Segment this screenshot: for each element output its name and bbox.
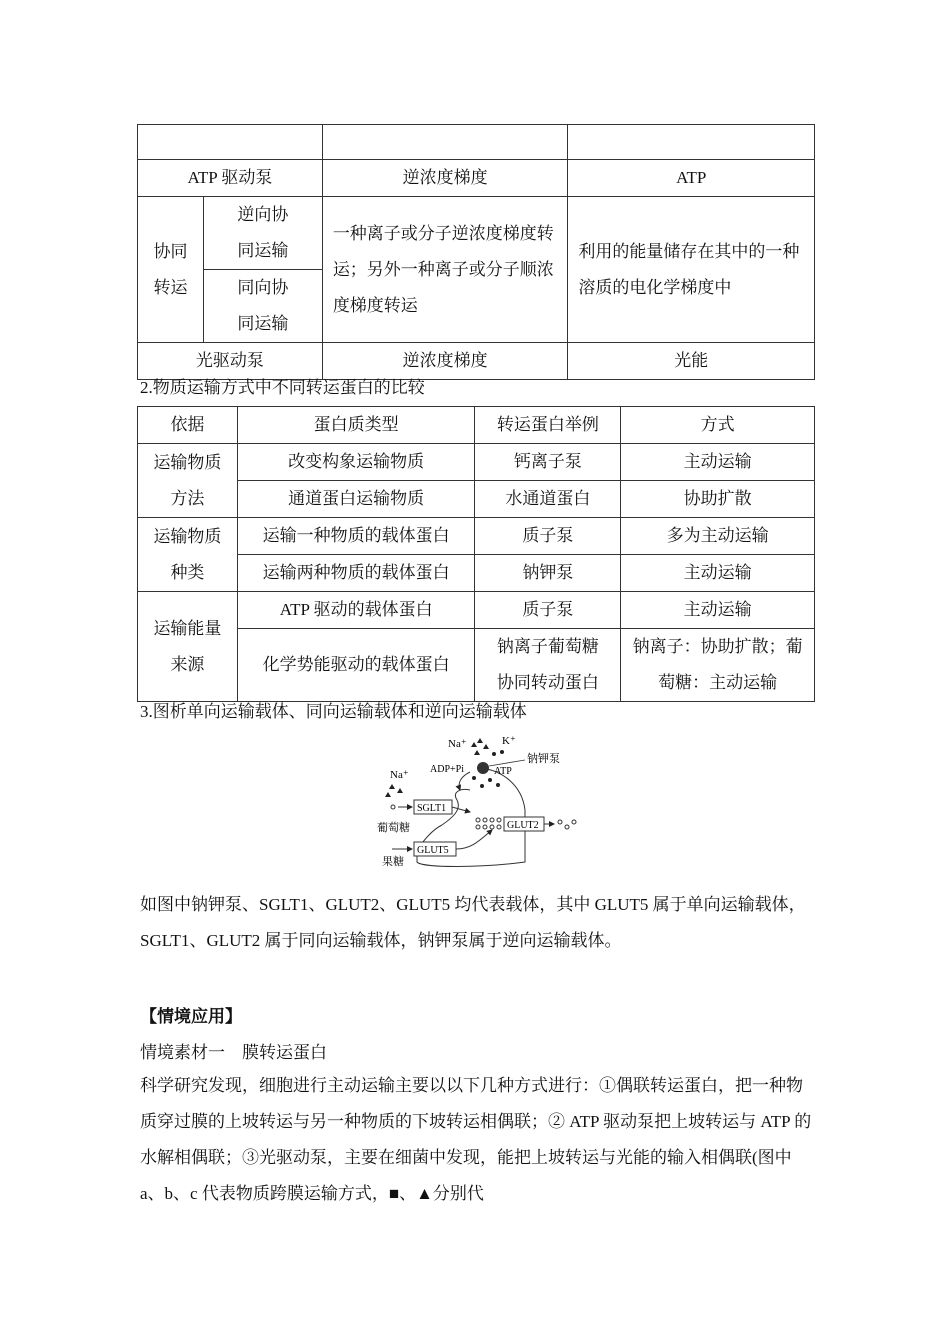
table-cell: 运输两种物质的载体蛋白	[237, 555, 475, 592]
section-heading: 3.图析单向运输载体、同向运输载体和逆向运输载体	[140, 702, 527, 721]
table-cell	[568, 125, 815, 160]
fructose-label: 果糖	[382, 856, 404, 868]
table-row	[138, 444, 815, 481]
table-cell: ATP	[568, 160, 815, 197]
table-cell: 逆浓度梯度	[322, 160, 568, 197]
table-cell: 运输物质种类	[138, 518, 238, 592]
adp-label: ADP+Pi	[430, 764, 464, 775]
atp-label: ATP	[494, 766, 512, 777]
scenario-paragraph	[140, 1068, 815, 1212]
pump-label: 钠钾泵	[527, 753, 560, 765]
table-cell: 协助扩散	[621, 481, 815, 518]
table-cell: 同向协同运输	[203, 270, 322, 343]
table-cell: 多为主动运输	[621, 518, 815, 555]
table-cell: 光驱动泵	[138, 343, 323, 380]
material-title: 情境素材一 膜转运蛋白	[140, 1043, 327, 1062]
table-row	[138, 160, 815, 197]
table-cell	[322, 125, 568, 160]
column-header: 转运蛋白举例	[475, 407, 621, 444]
table-cell: 钠离子葡萄糖协同转动蛋白	[475, 629, 621, 702]
sglt1-label: SGLT1	[417, 803, 447, 814]
glut5-out-arrow	[456, 830, 492, 849]
transport-carrier-diagram	[362, 730, 582, 880]
table-cell: 钠离子：协助扩散；葡萄糖：主动运输	[621, 629, 815, 702]
table-cell: 主动运输	[621, 444, 815, 481]
column-header: 依据	[138, 407, 238, 444]
table-cell: 运输物质方法	[138, 444, 238, 518]
column-header: 蛋白质类型	[237, 407, 475, 444]
table-cell: 钙离子泵	[475, 444, 621, 481]
paragraph-text: 如图中钠钾泵、SGLT1、GLUT2、GLUT5 均代表载体，其中 GLUT5 属于单向运输载体，SGLT1、GLUT2 属于同向运输载体，钠钾泵属于逆向运输载体。	[140, 895, 806, 950]
glucose-label: 葡萄糖	[377, 822, 410, 834]
table-cell: 运输一种物质的载体蛋白	[237, 518, 475, 555]
table-row	[138, 125, 815, 160]
table-cell: 运输能量来源	[138, 592, 238, 702]
glucose-out	[558, 820, 576, 829]
section-title: 【情境应用】	[140, 1007, 242, 1026]
table-row	[138, 481, 815, 518]
sglt1-out-arrow	[452, 807, 470, 812]
table-cell: 主动运输	[621, 592, 815, 629]
table-cell: 水通道蛋白	[475, 481, 621, 518]
pump-core-icon	[477, 762, 489, 774]
table-cell: 一种离子或分子逆浓度梯度转运；另外一种离子或分子顺浓度梯度转运	[322, 197, 568, 343]
na-top-label: Na⁺	[448, 738, 467, 750]
table-cell: 逆向协同运输	[203, 197, 322, 270]
table-cell: 钠钾泵	[475, 555, 621, 592]
table-cell	[138, 125, 323, 160]
table-row	[138, 629, 815, 702]
column-header: 方式	[621, 407, 815, 444]
table-cell: ATP 驱动的载体蛋白	[237, 592, 475, 629]
table-row	[138, 197, 815, 270]
table-cell: 利用的能量储存在其中的一种溶质的电化学梯度中	[568, 197, 815, 343]
table-cell: ATP 驱动泵	[138, 160, 323, 197]
glut2-label: GLUT2	[507, 820, 539, 831]
table-cell: 协同转运	[138, 197, 204, 343]
table-cell: 逆浓度梯度	[322, 343, 568, 380]
table-row	[138, 518, 815, 555]
table-cell: 主动运输	[621, 555, 815, 592]
table-cell: 光能	[568, 343, 815, 380]
table-cell: 通道蛋白运输物质	[237, 481, 475, 518]
na-left-label: Na⁺	[390, 769, 409, 781]
table-header-row	[138, 407, 815, 444]
transport-pump-table	[137, 124, 815, 380]
glucose-molecule	[391, 805, 395, 809]
table-row	[138, 555, 815, 592]
table-row	[138, 592, 815, 629]
table-cell: 质子泵	[475, 592, 621, 629]
table-cell: 质子泵	[475, 518, 621, 555]
k-label: K⁺	[502, 735, 516, 747]
transport-protein-comparison-table	[137, 406, 815, 702]
section-heading: 2.物质运输方式中不同转运蛋白的比较	[140, 378, 425, 397]
glut5-label: GLUT5	[417, 845, 449, 856]
table-cell: 改变构象运输物质	[237, 444, 475, 481]
paragraph-text: 科学研究发现，细胞进行主动运输主要以以下几种方式进行：①偶联转运蛋白，把一种物质穿过膜的上坡转运与另一种物质的下坡转运相偶联；② ATP 驱动泵把上坡转运与 ATP 的水解相偶联；③光驱动泵，主要在细菌中发现，能把上坡转运与光能的输入相偶联(图中 a、b、c 代表物质跨膜运输方式，■、▲分别代	[140, 1076, 812, 1203]
table-cell: 化学势能驱动的载体蛋白	[237, 629, 475, 702]
explanation-paragraph	[140, 887, 815, 959]
glucose-pool	[476, 818, 501, 829]
